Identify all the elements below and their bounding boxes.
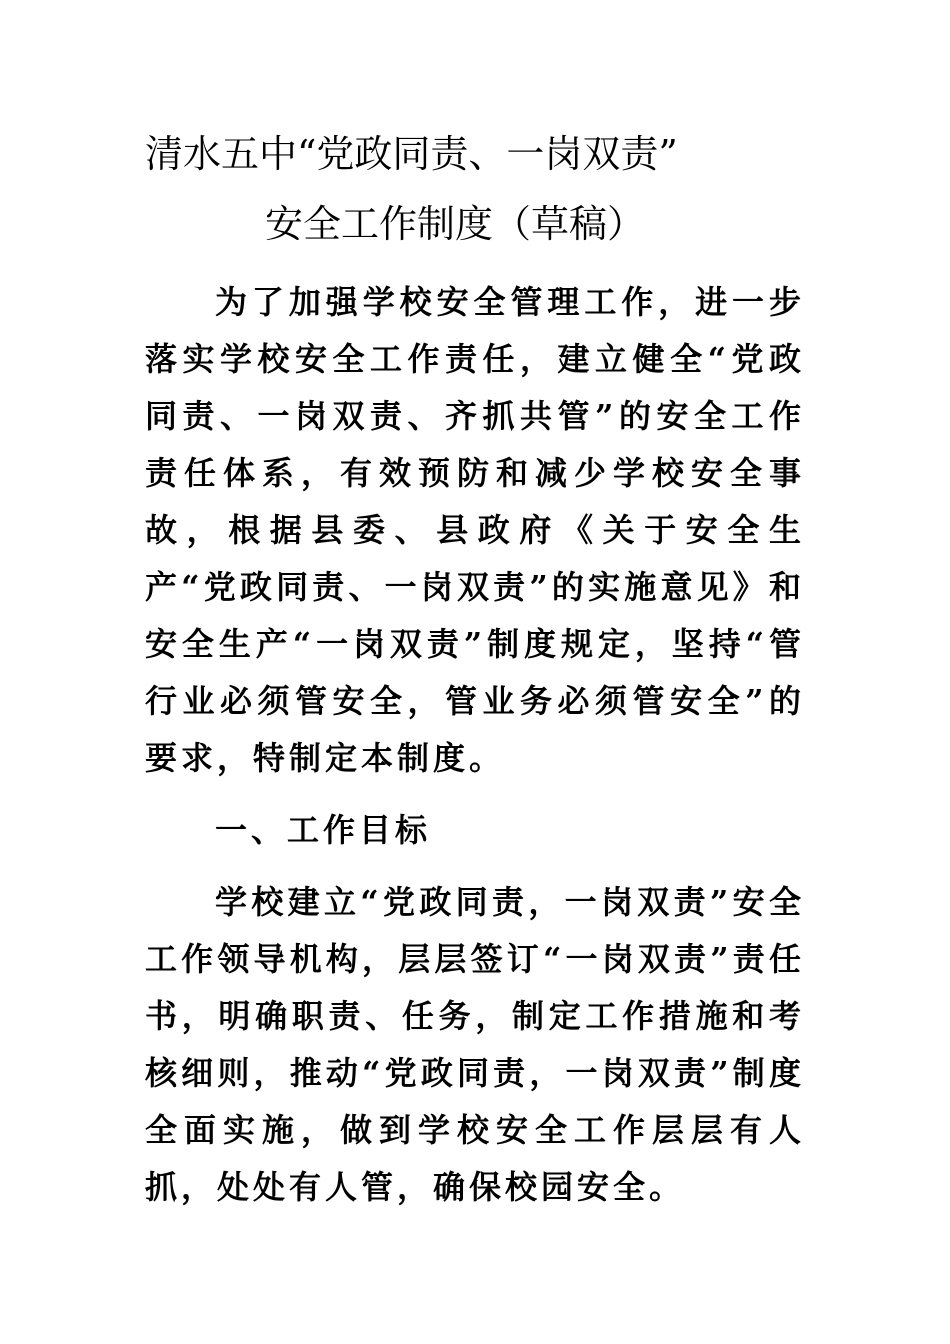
work-goal-paragraph: 学校建立“党政同责，一岗双责”安全工作领导机构，层层签订“一岗双责”责任书，明确职责、任务，制定工作措施和考核细则，推动“党政同责，一岗双责”制度全面实施，做到学校安全工作层层有人抓，处处有人管，确保校园安全。 <box>145 883 805 1206</box>
document-title-line-2: 安全工作制度（草稿） <box>265 202 646 246</box>
intro-paragraph: 为了加强学校安全管理工作，进一步落实学校安全工作责任，建立健全“党政同责、一岗双责、齐抓共管”的安全工作责任体系，有效预防和减少学校安全事故，根据县委、县政府《关于安全生产“党政同责、一岗双责”的实施意见》和安全生产“一岗双责”制度规定，坚持“管行业必须管安全，管业务必须管安全”的要求，特制定本制度。 <box>145 283 805 777</box>
document-title-line-1: 清水五中“党政同责、一岗双责” <box>145 132 678 176</box>
section-heading-work-goal: 一、工作目标 <box>215 811 432 849</box>
